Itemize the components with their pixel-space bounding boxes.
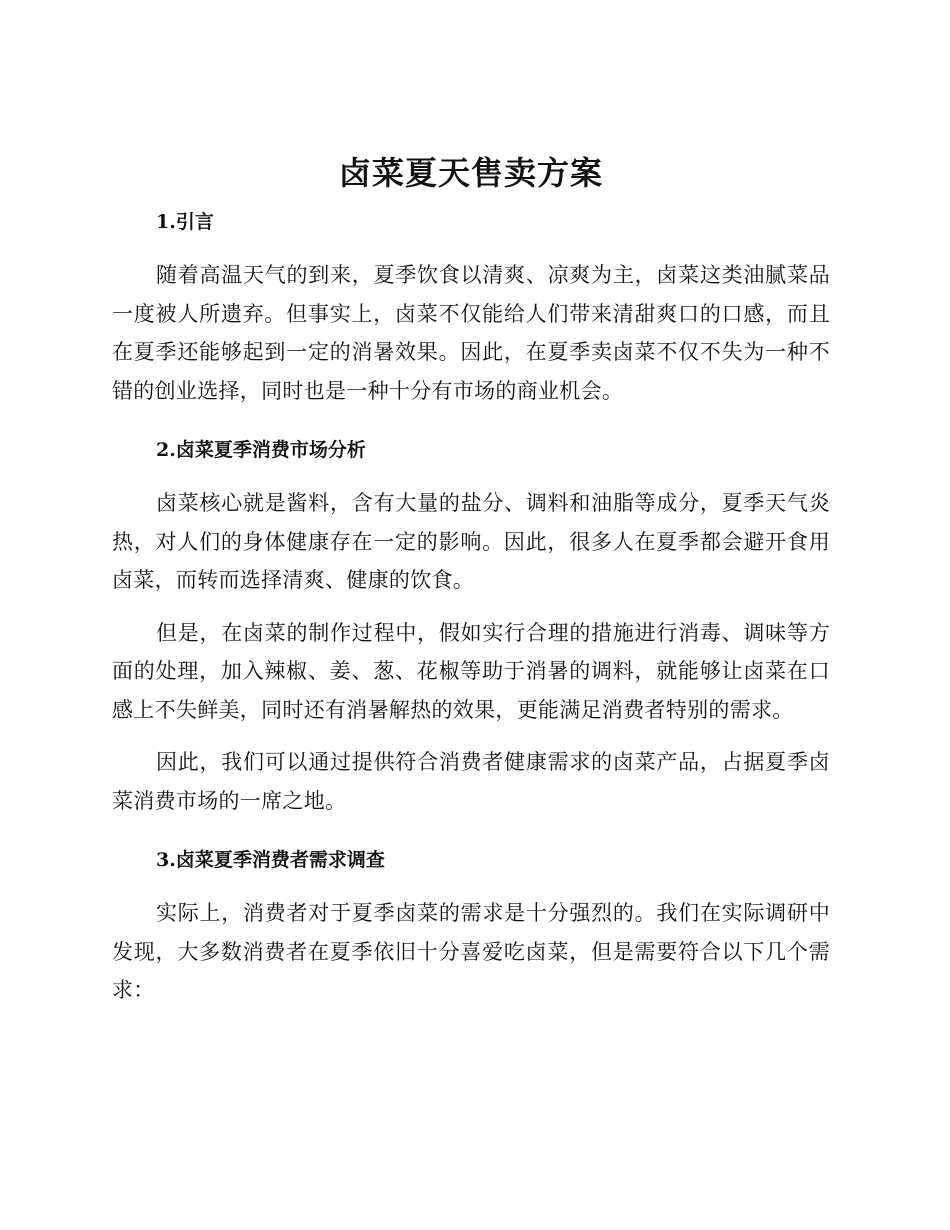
- section-heading: 2.卤菜夏季消费市场分析: [156, 439, 366, 461]
- section-consumer-survey: [112, 846, 830, 1010]
- paragraph: 实际上，消费者对于夏季卤菜的需求是十分强烈的。我们在实际调研中发现，大多数消费者在夏季依旧十分喜爱吃卤菜，但是需要符合以下几个需求：: [112, 901, 830, 1002]
- document-title: 卤菜夏天售卖方案: [338, 154, 603, 192]
- paragraph: 随着高温天气的到来，夏季饮食以清爽、凉爽为主，卤菜这类油腻菜品一度被人所遗弃。但事实上，卤菜不仅能给人们带来清甜爽口的口感，而且在夏季还能够起到一定的消暑效果。因此，在夏季卖卤菜不仅不失为一种不错的创业选择，同时也是一种十分有市场的商业机会。: [112, 263, 830, 403]
- paragraph: 但是，在卤菜的制作过程中，假如实行合理的措施进行消毒、调味等方面的处理，加入辣椒、姜、葱、花椒等助于消暑的调料，就能够让卤菜在口感上不失鲜美，同时还有消暑解热的效果，更能满足消费者特别的需求。: [112, 620, 830, 722]
- paragraph: 卤菜核心就是酱料，含有大量的盐分、调料和油脂等成分，夏季天气炎热，对人们的身体健康存在一定的影响。因此，很多人在夏季都会避开食用卤菜，而转而选择清爽、健康的饮食。: [112, 491, 830, 592]
- section-market-analysis: [112, 436, 830, 820]
- section-heading: 1.引言: [156, 211, 214, 233]
- section-heading: 3.卤菜夏季消费者需求调查: [156, 849, 385, 871]
- paragraph: 因此，我们可以通过提供符合消费者健康需求的卤菜产品，占据夏季卤菜消费市场的一席之地。: [112, 750, 830, 813]
- section-introduction: [112, 208, 830, 410]
